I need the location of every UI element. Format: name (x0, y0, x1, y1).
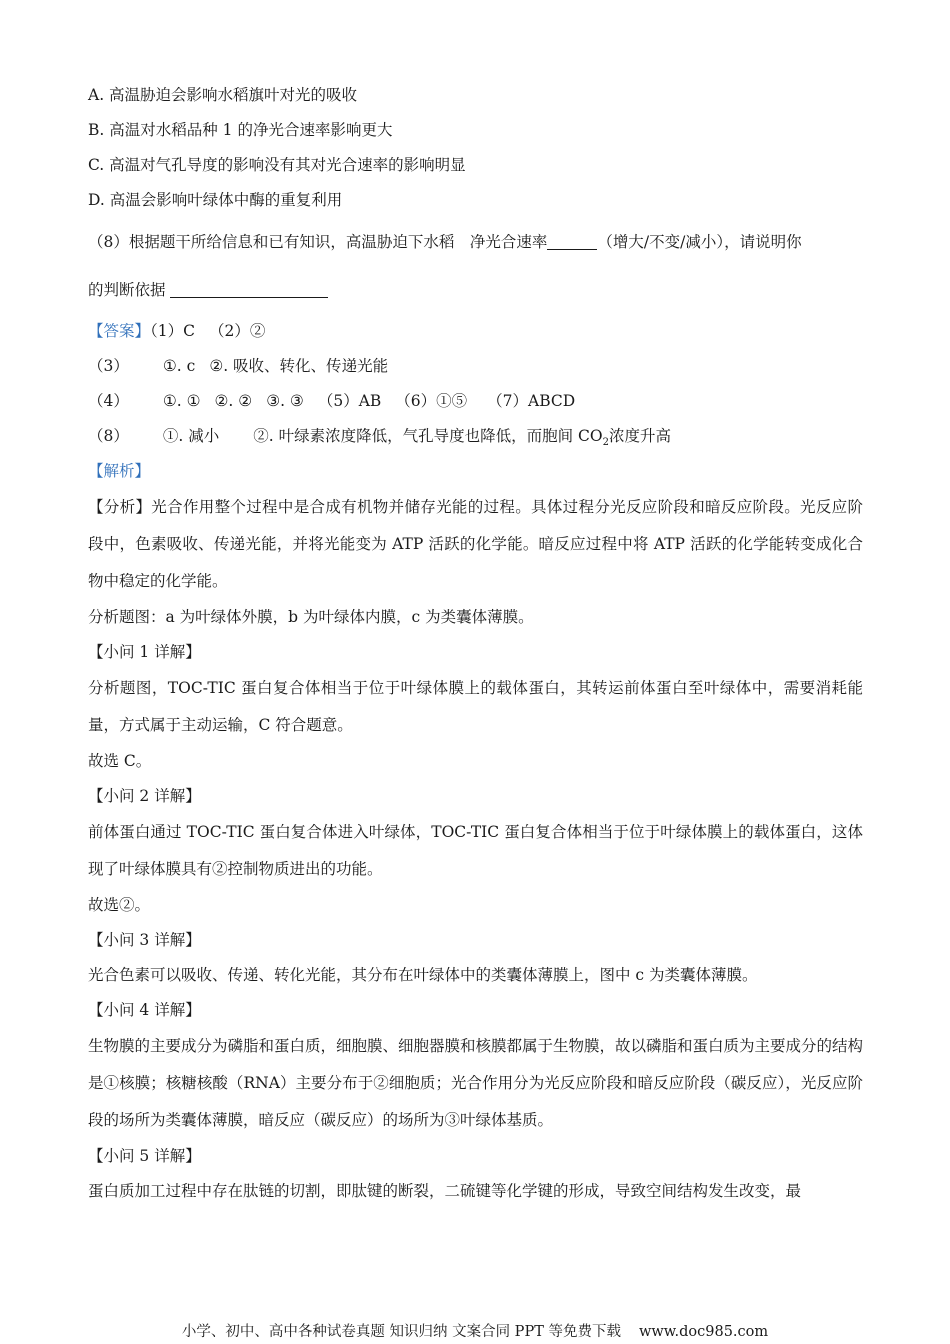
answer-q4-c: ③. ③ (266, 392, 304, 410)
detail-1-title: 【小问 1 详解】 (88, 643, 201, 661)
answer-q8-b: ②. 叶绿素浓度降低，气孔导度也降低，而胞间 CO (253, 427, 603, 445)
answer-line-3 (88, 384, 863, 419)
answer-blank-1 (547, 231, 597, 250)
document-page (88, 78, 863, 1209)
answer-q3-a: ①. c (162, 357, 196, 375)
answer-tag: 【答案】 (88, 322, 151, 340)
detail-1-text: 分析题图，TOC-TIC 蛋白复合体相当于位于叶绿体膜上的载体蛋白，其转运前体蛋白至叶绿体中，需要消耗能量，方式属于主动运输，C 符合题意。 (88, 679, 863, 734)
detail-4-text: 生物膜的主要成分为磷脂和蛋白质，细胞膜、细胞器膜和核膜都属于生物膜，故以磷脂和蛋白质为主要成分的结构是①核膜；核糖核酸（RNA）主要分布于②细胞质；光合作用分为光反应阶段和暗反应阶段（碳反应），光反应阶段的场所为类囊体薄膜，暗反应（碳反应）的场所为③叶绿体基质。 (88, 1037, 864, 1129)
answer-q2: （2）② (209, 322, 266, 340)
answer-q8-a: ①. 减小 (162, 427, 220, 445)
answer-q7: （7）ABCD (487, 392, 576, 410)
detail-3-text: 光合色素可以吸收、传递、转化光能，其分布在叶绿体中的类囊体薄膜上，图中 c 为类囊体薄膜。 (88, 966, 758, 984)
footer (0, 1320, 950, 1341)
answer-q4-a: ①. ① (162, 392, 201, 410)
question-8-line2 (88, 266, 863, 314)
detail-3-title: 【小问 3 详解】 (88, 931, 201, 949)
answer-blank-2 (170, 279, 328, 298)
detail-5-title: 【小问 5 详解】 (88, 1147, 201, 1165)
footer-link[interactable]: www.doc985.com (638, 1324, 769, 1340)
answer-q3-label: （3） (88, 357, 129, 375)
footer-text: 小学、初中、高中各种试卷真题 知识归纳 文案合同 PPT 等免费下载 (181, 1324, 621, 1340)
answer-line-2 (88, 349, 863, 384)
option-c: C. 高温对气孔导度的影响没有其对光合速率的影响明显 (88, 156, 466, 174)
answer-q1: （1）C (150, 322, 195, 340)
analysis-paragraph-1 (88, 489, 863, 600)
answer-line-1 (88, 314, 863, 349)
question-8-text: （8）根据题干所给信息和已有知识，高温胁迫下水稻 净光合速率 (88, 233, 548, 251)
analysis-text: 光合作用整个过程中是合成有机物并储存光能的过程。具体过程分光反应阶段和暗反应阶段。光反应阶段中，色素吸收、传递光能，并将光能变为 ATP 活跃的化学能。暗反应过程中将 ATP 活跃的化学能转变成化合物中稳定的化学能。 (88, 498, 863, 590)
answer-q3-b: ②. 吸收、转化、传递光能 (209, 357, 389, 375)
detail-2-tail: 故选②。 (88, 896, 151, 914)
detail-4-title: 【小问 4 详解】 (88, 1001, 201, 1019)
detail-1-tail: 故选 C。 (88, 752, 152, 770)
co2-subscript: 2 (602, 437, 609, 449)
answer-q4-label: （4） (88, 392, 129, 410)
question-8-line1 (88, 218, 863, 266)
answer-q8-label: （8） (88, 427, 129, 445)
analysis-paragraph-2: 分析题图：a 为叶绿体外膜，b 为叶绿体内膜，c 为类囊体薄膜。 (88, 608, 534, 626)
analysis-label: 【分析】 (88, 498, 152, 516)
option-b: B. 高温对水稻品种 1 的净光合速率影响更大 (88, 121, 393, 139)
answer-line-4 (88, 419, 863, 454)
answer-q4-b: ②. ② (214, 392, 253, 410)
answer-q5: （5）AB (317, 392, 382, 410)
question-8-basis: 的判断依据 (88, 281, 166, 299)
detail-2-title: 【小问 2 详解】 (88, 787, 201, 805)
option-d: D. 高温会影响叶绿体中酶的重复利用 (88, 191, 343, 209)
detail-5-text: 蛋白质加工过程中存在肽链的切割，即肽键的断裂，二硫键等化学键的形成，导致空间结构发生改变，最 (88, 1182, 802, 1200)
question-8-options: （增大/不变/减小），请说明你 (597, 233, 802, 251)
option-a: A. 高温胁迫会影响水稻旗叶对光的吸收 (88, 86, 358, 104)
detail-2-text: 前体蛋白通过 TOC-TIC 蛋白复合体进入叶绿体，TOC-TIC 蛋白复合体相当于位于叶绿体膜上的载体蛋白，这体现了叶绿体膜具有②控制物质进出的功能。 (88, 823, 863, 878)
answer-q8-b-tail: 浓度升高 (608, 427, 671, 445)
analysis-tag: 【解析】 (88, 462, 151, 480)
answer-q6: （6）①⑤ (395, 392, 468, 410)
